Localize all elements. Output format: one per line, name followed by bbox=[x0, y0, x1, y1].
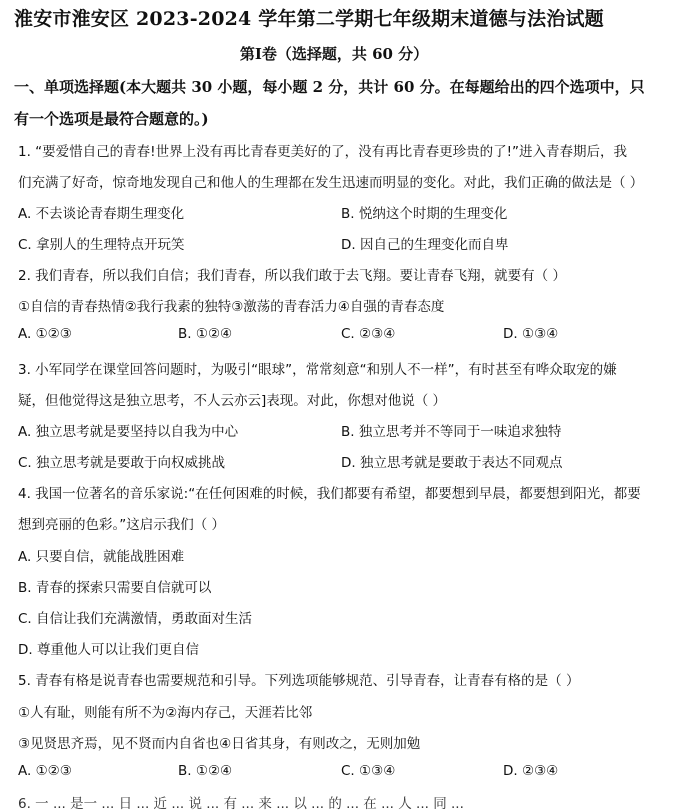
question-5-line-3: ③见贤思齐焉，见不贤而内自省也④日省其身，有则改之，无则加勉 bbox=[18, 736, 421, 752]
question-4-option-b: B. 青春的探索只需要自信就可以 bbox=[18, 580, 212, 596]
question-2-option-b: B. ①②④ bbox=[178, 326, 233, 342]
section-heading-line-1: 一、单项选择题(本大题共 30 小题，每小题 2 分，共计 60 分。在每题给出的四个选项中，只 bbox=[14, 78, 645, 96]
question-2-line-1: 2. 我们青春，所以我们自信；我们青春，所以我们敢于去飞翔。要让青春飞翔，就要有（ ） bbox=[18, 268, 566, 284]
question-3-option-b: B. 独立思考并不等同于一味追求独特 bbox=[341, 424, 562, 440]
question-5-line-1: 5. 青春有格是说青春也需要规范和引导。下列选项能够规范、引导青春，让青春有格的是（ ） bbox=[18, 673, 580, 689]
question-1-option-c: C. 拿别人的生理特点开玩笑 bbox=[18, 237, 185, 253]
question-3-line-2: 疑，但他觉得这是独立思考，不人云亦云]表现。对此，你想对他说（ ） bbox=[18, 393, 447, 409]
question-5-line-2: ①人有耻，则能有所不为②海内存己，天涯若比邻 bbox=[18, 705, 313, 721]
question-4-line-1: 4. 我国一位著名的音乐家说:“在任何困难的时候，我们都要有希望，都要想到早晨，都要想到阳光，都要 bbox=[18, 486, 641, 502]
exam-subtitle: 第Ⅰ卷（选择题，共 60 分） bbox=[239, 45, 429, 63]
question-1-line-1: 1. “要爱惜自己的青春!世界上没有再比青春更美好的了，没有再比青春更珍贵的了!”进入青春期后，我 bbox=[18, 144, 627, 160]
question-5-option-c: C. ①③④ bbox=[341, 763, 396, 779]
question-2-option-c: C. ②③④ bbox=[341, 326, 396, 342]
question-2-option-d: D. ①③④ bbox=[503, 326, 559, 342]
question-4-option-a: A. 只要自信，就能战胜困难 bbox=[18, 549, 185, 565]
question-5-option-d: D. ②③④ bbox=[503, 763, 559, 779]
question-1-option-b: B. 悦纳这个时期的生理变化 bbox=[341, 206, 508, 222]
question-1-line-2: 们充满了好奇，惊奇地发现自己和他人的生理都在发生迅速而明显的变化。对此，我们正确的做法是（ ） bbox=[18, 175, 644, 191]
question-3-option-a: A. 独立思考就是要坚持以自我为中心 bbox=[18, 424, 239, 440]
question-5-option-b: B. ①②④ bbox=[178, 763, 233, 779]
exam-title: 淮安市淮安区 2023-2024 学年第二学期七年级期末道德与法治试题 bbox=[14, 8, 604, 30]
question-2-line-2: ①自信的青春热情②我行我素的独特③激荡的青春活力④自强的青春态度 bbox=[18, 299, 445, 315]
question-4-option-d: D. 尊重他人可以让我们更自信 bbox=[18, 642, 199, 658]
cutoff-text: 6. 一 ... 是一 ... 日 ... 近 ... 说 ... 有 ... 来 ... 以 ... 的 ... 在 ... 人 ... 同 ... bbox=[18, 796, 464, 812]
cutoff-next-line bbox=[0, 788, 668, 812]
question-2-option-a: A. ①②③ bbox=[18, 326, 72, 342]
question-3-option-c: C. 独立思考就是要敢于向权威挑战 bbox=[18, 455, 226, 471]
question-5-option-a: A. ①②③ bbox=[18, 763, 72, 779]
question-4-option-c: C. 自信让我们充满激情，勇敢面对生活 bbox=[18, 611, 253, 627]
question-3-line-1: 3. 小军同学在课堂回答问题时，为吸引“眼球”，常常刻意“和别人不一样”，有时甚至有哗众取宠的嫌 bbox=[18, 362, 617, 378]
question-1-option-a: A. 不去谈论青春期生理变化 bbox=[18, 206, 185, 222]
question-3-option-d: D. 独立思考就是要敢于表达不同观点 bbox=[341, 455, 563, 471]
question-1-option-d: D. 因自己的生理变化而自卑 bbox=[341, 237, 509, 253]
question-4-line-2: 想到亮丽的色彩。”这启示我们（ ） bbox=[18, 517, 226, 533]
section-heading-line-2: 有一个选项是最符合题意的。) bbox=[14, 110, 209, 128]
